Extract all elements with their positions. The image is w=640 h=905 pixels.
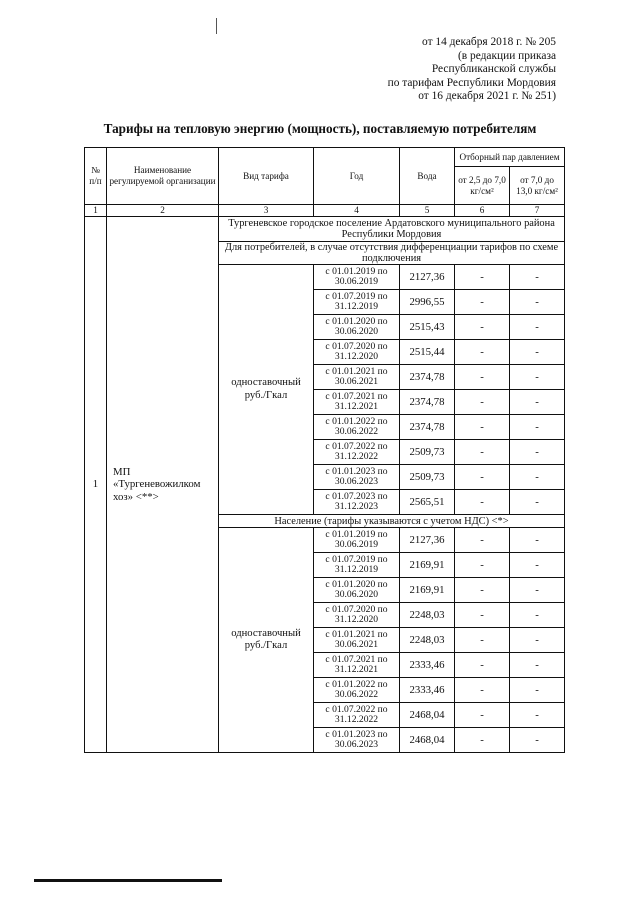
steam-high-cell: - bbox=[510, 703, 565, 728]
water-tariff-cell: 2169,91 bbox=[400, 553, 455, 578]
column-number: 5 bbox=[400, 205, 455, 217]
steam-high-cell: - bbox=[510, 340, 565, 365]
water-tariff-cell: 2248,03 bbox=[400, 603, 455, 628]
steam-low-cell: - bbox=[455, 628, 510, 653]
water-tariff-cell: 2468,04 bbox=[400, 703, 455, 728]
tariff-type: одноставочный руб./Гкал bbox=[219, 528, 314, 753]
column-number: 4 bbox=[314, 205, 400, 217]
steam-low-cell: - bbox=[455, 340, 510, 365]
water-tariff-cell: 2509,73 bbox=[400, 440, 455, 465]
period-cell: с 01.01.2021 по 30.06.2021 bbox=[314, 365, 400, 390]
period-cell: с 01.01.2020 по 30.06.2020 bbox=[314, 578, 400, 603]
period-cell: с 01.01.2021 по 30.06.2021 bbox=[314, 628, 400, 653]
water-tariff-cell: 2169,91 bbox=[400, 578, 455, 603]
steam-low-cell: - bbox=[455, 490, 510, 515]
water-tariff-cell: 2374,78 bbox=[400, 415, 455, 440]
header-steam: Отборный пар давлением bbox=[455, 148, 565, 167]
water-tariff-cell: 2374,78 bbox=[400, 365, 455, 390]
period-cell: с 01.01.2019 по 30.06.2019 bbox=[314, 265, 400, 290]
column-number: 6 bbox=[455, 205, 510, 217]
steam-low-cell: - bbox=[455, 365, 510, 390]
row-number: 1 bbox=[85, 217, 107, 753]
steam-low-cell: - bbox=[455, 390, 510, 415]
document-title: Тарифы на тепловую энергию (мощность), поставляемую потребителям bbox=[103, 121, 537, 136]
period-cell: с 01.01.2019 по 30.06.2019 bbox=[314, 528, 400, 553]
steam-low-cell: - bbox=[455, 415, 510, 440]
water-tariff-cell: 2515,44 bbox=[400, 340, 455, 365]
section-title: Для потребителей, в случае отсутствия дифференциации тарифов по схеме подключения bbox=[219, 242, 565, 265]
steam-low-cell: - bbox=[455, 440, 510, 465]
water-tariff-cell: 2127,36 bbox=[400, 265, 455, 290]
steam-high-cell: - bbox=[510, 628, 565, 653]
period-cell: с 01.01.2020 по 30.06.2020 bbox=[314, 315, 400, 340]
water-tariff-cell: 2468,04 bbox=[400, 728, 455, 753]
steam-high-cell: - bbox=[510, 653, 565, 678]
header-steam-high: от 7,0 до 13,0 кг/см² bbox=[510, 167, 565, 205]
steam-high-cell: - bbox=[510, 415, 565, 440]
steam-high-cell: - bbox=[510, 678, 565, 703]
steam-high-cell: - bbox=[510, 728, 565, 753]
header-steam-low: от 2,5 до 7,0 кг/см² bbox=[455, 167, 510, 205]
steam-low-cell: - bbox=[455, 728, 510, 753]
period-cell: с 01.07.2020 по 31.12.2020 bbox=[314, 603, 400, 628]
steam-high-cell: - bbox=[510, 365, 565, 390]
steam-high-cell: - bbox=[510, 490, 565, 515]
steam-high-cell: - bbox=[510, 265, 565, 290]
header-note-line: Республиканской службы bbox=[431, 63, 556, 76]
steam-high-cell: - bbox=[510, 578, 565, 603]
steam-high-cell: - bbox=[510, 465, 565, 490]
column-number: 7 bbox=[510, 205, 565, 217]
tariff-table bbox=[84, 147, 565, 753]
organization-name: МП «Тургеневожилком хоз» <**> bbox=[107, 217, 219, 753]
steam-low-cell: - bbox=[455, 290, 510, 315]
water-tariff-cell: 2509,73 bbox=[400, 465, 455, 490]
water-tariff-cell: 2333,46 bbox=[400, 678, 455, 703]
period-cell: с 01.07.2019 по 31.12.2019 bbox=[314, 553, 400, 578]
steam-low-cell: - bbox=[455, 465, 510, 490]
water-tariff-cell: 2374,78 bbox=[400, 390, 455, 415]
scan-mark bbox=[216, 18, 217, 34]
steam-low-cell: - bbox=[455, 653, 510, 678]
steam-low-cell: - bbox=[455, 703, 510, 728]
section-title: Население (тарифы указываются с учетом НДС) <*> bbox=[219, 515, 565, 528]
water-tariff-cell: 2996,55 bbox=[400, 290, 455, 315]
steam-high-cell: - bbox=[510, 290, 565, 315]
water-tariff-cell: 2127,36 bbox=[400, 528, 455, 553]
water-tariff-cell: 2565,51 bbox=[400, 490, 455, 515]
header-year: Год bbox=[314, 148, 400, 205]
period-cell: с 01.07.2023 по 31.12.2023 bbox=[314, 490, 400, 515]
period-cell: с 01.07.2021 по 31.12.2021 bbox=[314, 390, 400, 415]
column-number: 2 bbox=[107, 205, 219, 217]
header-note-line: от 14 декабря 2018 г. № 205 bbox=[422, 36, 556, 48]
steam-high-cell: - bbox=[510, 553, 565, 578]
period-cell: с 01.07.2019 по 31.12.2019 bbox=[314, 290, 400, 315]
settlement-row bbox=[85, 217, 565, 242]
steam-low-cell: - bbox=[455, 315, 510, 340]
period-cell: с 01.07.2022 по 31.12.2022 bbox=[314, 440, 400, 465]
water-tariff-cell: 2248,03 bbox=[400, 628, 455, 653]
steam-high-cell: - bbox=[510, 440, 565, 465]
header-tariff-type: Вид тарифа bbox=[219, 148, 314, 205]
steam-high-cell: - bbox=[510, 528, 565, 553]
period-cell: с 01.01.2022 по 30.06.2022 bbox=[314, 678, 400, 703]
water-tariff-cell: 2333,46 bbox=[400, 653, 455, 678]
column-number: 3 bbox=[219, 205, 314, 217]
header-num: № п/п bbox=[85, 148, 107, 205]
header-note-line: по тарифам Республики Мордовия bbox=[387, 76, 556, 89]
tariff-type: одноставочный руб./Гкал bbox=[219, 265, 314, 515]
steam-low-cell: - bbox=[455, 603, 510, 628]
steam-high-cell: - bbox=[510, 315, 565, 340]
period-cell: с 01.01.2022 по 30.06.2022 bbox=[314, 415, 400, 440]
period-cell: с 01.07.2020 по 31.12.2020 bbox=[314, 340, 400, 365]
steam-low-cell: - bbox=[455, 553, 510, 578]
steam-low-cell: - bbox=[455, 578, 510, 603]
period-cell: с 01.01.2023 по 30.06.2023 bbox=[314, 728, 400, 753]
column-number: 1 bbox=[85, 205, 107, 217]
scan-edge-bar bbox=[34, 879, 222, 882]
steam-high-cell: - bbox=[510, 603, 565, 628]
steam-low-cell: - bbox=[455, 265, 510, 290]
steam-low-cell: - bbox=[455, 678, 510, 703]
period-cell: с 01.01.2023 по 30.06.2023 bbox=[314, 465, 400, 490]
period-cell: с 01.07.2022 по 31.12.2022 bbox=[314, 703, 400, 728]
header-note bbox=[388, 36, 556, 104]
header-org: Наименование регулируемой организации bbox=[107, 148, 219, 205]
steam-high-cell: - bbox=[510, 390, 565, 415]
header-water: Вода bbox=[400, 148, 455, 205]
header-note-line: (в редакции приказа bbox=[458, 49, 556, 62]
period-cell: с 01.07.2021 по 31.12.2021 bbox=[314, 653, 400, 678]
settlement-title: Тургеневское городское поселение Ардатовского муниципального района Республики Мордовия bbox=[219, 217, 565, 242]
water-tariff-cell: 2515,43 bbox=[400, 315, 455, 340]
header-note-line: от 16 декабря 2021 г. № 251) bbox=[418, 90, 556, 103]
steam-low-cell: - bbox=[455, 528, 510, 553]
